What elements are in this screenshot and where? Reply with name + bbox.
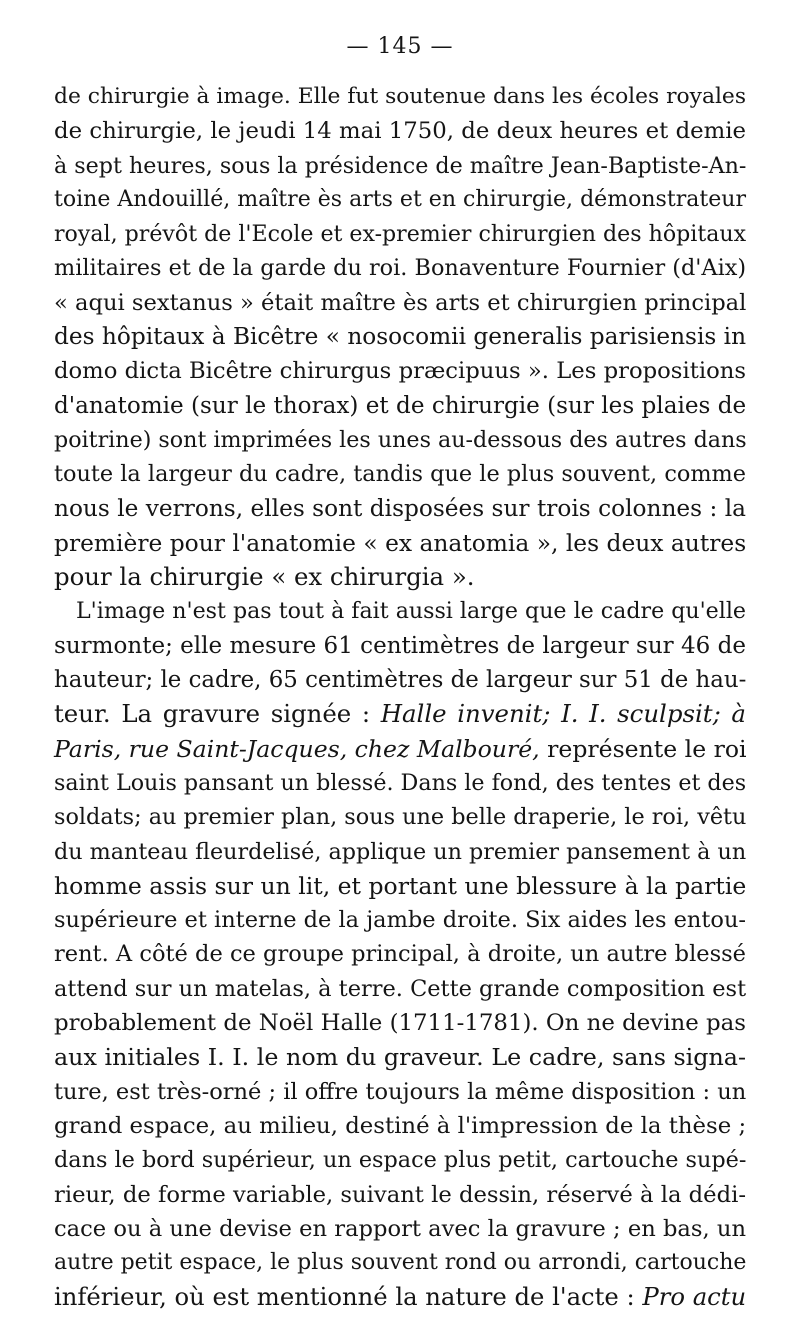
text-line: saint Louis pansant un blessé. Dans le fond, des tentes et des	[54, 769, 747, 796]
text-line: cace ou à une devise en rapport avec la gravure ; en bas, un	[54, 1215, 746, 1242]
text-line-mixed	[54, 732, 746, 766]
text-line: surmonte; elle mesure 61 centimètres de largeur sur 46 de	[54, 632, 746, 659]
text-line: domo dicta Bicêtre chirurgus præcipuus ». Les propositions	[54, 358, 746, 385]
text-line: première pour l'anatomie « ex anatomia », les deux autres	[54, 528, 747, 557]
text-line: toute la largeur du cadre, tandis que le plus souvent, comme	[54, 461, 746, 488]
text-line: supérieure et interne de la jambe droite. Six aides les entou-	[54, 907, 747, 934]
text-segment: inférieur, où est mentionné la nature de l'acte :	[54, 1282, 635, 1312]
text-line: à sept heures, sous la présidence de maître Jean-Baptiste-An-	[54, 152, 747, 179]
text-line: toine Andouillé, maître ès arts et en chirurgie, démonstrateur	[54, 186, 746, 212]
text-line: militaires et de la garde du roi. Bonaventure Fournier (d'Aix)	[54, 255, 747, 282]
text-segment: représente le roi	[547, 734, 747, 763]
text-line: rent. A côté de ce groupe principal, à droite, un autre blessé	[54, 941, 746, 968]
italic-text-segment: Paris, rue Saint-Jacques, chez Malbouré,	[54, 734, 540, 763]
italic-text-segment: Pro actu	[642, 1282, 747, 1312]
text-line: probablement de Noël Halle (1711-1781). On ne devine pas	[54, 1010, 746, 1037]
text-line: des hôpitaux à Bicêtre « nosocomii generalis parisiensis in	[54, 323, 747, 351]
text-line-mixed	[54, 1280, 746, 1314]
text-line: attend sur un matelas, à terre. Cette grande composition est	[54, 975, 747, 1002]
page-number: — 145 —	[346, 34, 454, 59]
text-line: poitrine) sont imprimées les unes au-dessous des autres dans	[54, 426, 747, 453]
text-line: pour la chirurgie « ex chirurgia ».	[54, 562, 475, 592]
text-line: « aqui sextanus » était maître ès arts et chirurgien principal	[54, 289, 747, 316]
text-line: de chirurgie à image. Elle fut soutenue dans les écoles royales	[54, 84, 746, 109]
text-line: rieur, de forme variable, suivant le dessin, réservé à la dédi-	[54, 1181, 746, 1208]
text-line: royal, prévôt de l'Ecole et ex-premier chirurgien des hôpitaux	[54, 221, 747, 248]
italic-text-segment: Halle invenit; I. I. sculpsit; à	[380, 699, 746, 729]
text-line: ture, est très-orné ; il offre toujours la même disposition : un	[54, 1078, 747, 1105]
text-line: hauteur; le cadre, 65 centimètres de largeur sur 51 de hau-	[54, 667, 747, 694]
body-text	[54, 80, 746, 1315]
text-line: autre petit espace, le plus souvent rond ou arrondi, cartouche	[54, 1250, 747, 1276]
text-segment: teur. La gravure signée :	[54, 699, 371, 729]
text-line: L'image n'est pas tout à fait aussi large que le cadre qu'elle	[76, 598, 746, 625]
text-line: aux initiales I. I. le nom du graveur. Le cadre, sans signa-	[54, 1043, 746, 1072]
text-line: grand espace, au milieu, destiné à l'impression de la thèse ;	[54, 1112, 747, 1139]
text-line: d'anatomie (sur le thorax) et de chirurgie (sur les plaies de	[54, 392, 747, 419]
text-line: homme assis sur un lit, et portant une blessure à la partie	[54, 871, 747, 900]
text-line: de chirurgie, le jeudi 14 mai 1750, de deux heures et demie	[54, 118, 746, 145]
text-line: dans le bord supérieur, un espace plus petit, cartouche supé-	[54, 1147, 747, 1174]
text-line-mixed	[54, 697, 746, 731]
text-line: du manteau fleurdelisé, applique un premier pansement à un	[54, 838, 747, 865]
text-line: nous le verrons, elles sont disposées sur trois colonnes : la	[54, 494, 746, 522]
text-line: soldats; au premier plan, sous une belle draperie, le roi, vêtu	[54, 804, 747, 831]
